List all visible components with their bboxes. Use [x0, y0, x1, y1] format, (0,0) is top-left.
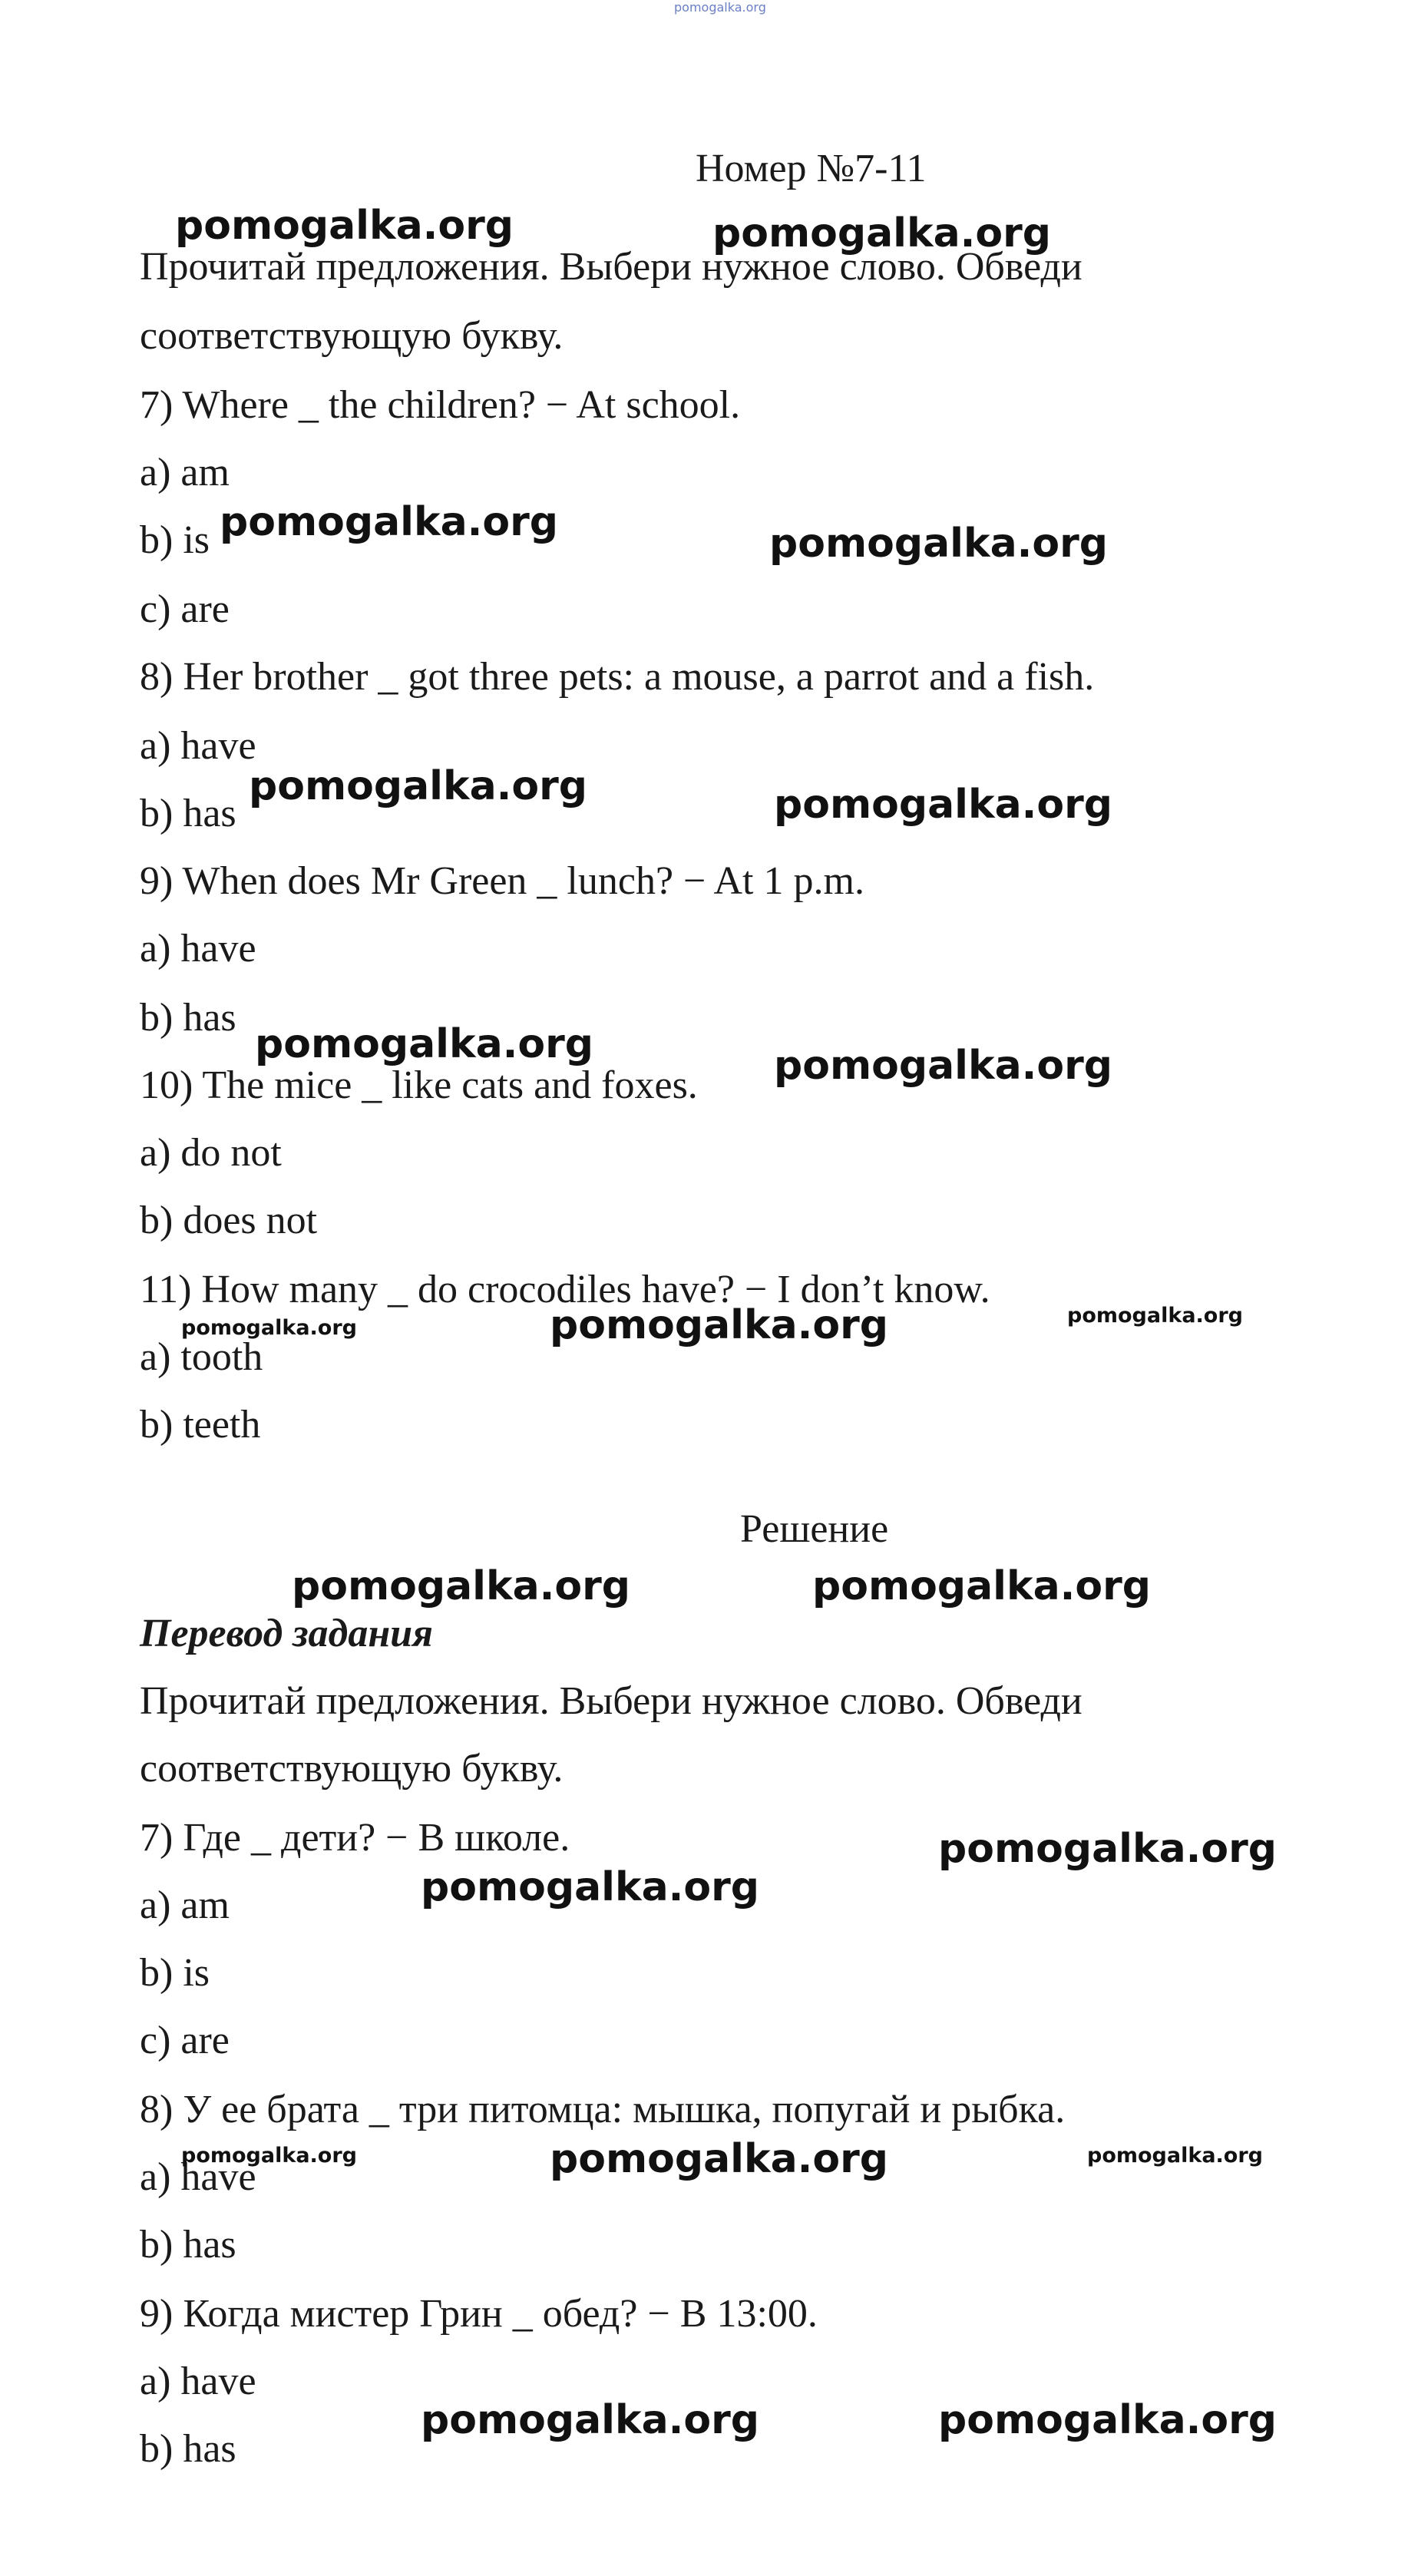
solution-q7-option-b: b) is: [140, 1951, 210, 1995]
task-q9-option-b: b) has: [140, 996, 236, 1040]
solution-title: Решение: [740, 1507, 889, 1551]
watermark: pomogalka.org: [1067, 1304, 1243, 1328]
solution-instruction-line-1: Прочитай предложения. Выбери нужное слово. Обведи: [140, 1679, 1083, 1723]
watermark: pomogalka.org: [181, 1316, 357, 1340]
solution-q8-option-b: b) has: [140, 2223, 236, 2267]
watermark: pomogalka.org: [938, 2397, 1278, 2443]
task-q9-option-a: a) have: [140, 927, 256, 971]
watermark: pomogalka.org: [421, 1864, 760, 1910]
solution-question-8: 8) У ее брата _ три питомца: мышка, попугай и рыбка.: [140, 2088, 1066, 2131]
page-title: Номер №7-11: [696, 147, 927, 190]
watermark: pomogalka.org: [249, 763, 588, 809]
solution-question-9: 9) Когда мистер Грин _ обед? − В 13:00.: [140, 2292, 818, 2336]
watermark: pomogalka.org: [220, 499, 559, 545]
watermark: pomogalka.org: [421, 2397, 760, 2443]
watermark: pomogalka.org: [1087, 2144, 1263, 2168]
task-q10-option-a: a) do not: [140, 1131, 282, 1175]
task-q8-option-b: b) has: [140, 792, 236, 835]
task-question-10: 10) The mice _ like cats and foxes.: [140, 1063, 698, 1107]
solution-q9-option-a: a) have: [140, 2359, 256, 2403]
solution-instruction-line-2: соответствующую букву.: [140, 1747, 564, 1791]
task-question-9: 9) When does Mr Green _ lunch? − At 1 p.m.: [140, 859, 864, 903]
task-question-7: 7) Where _ the children? − At school.: [140, 383, 741, 427]
watermark: pomogalka.org: [175, 203, 514, 249]
task-question-11: 11) How many _ do crocodiles have? − I don’t know.: [140, 1268, 990, 1311]
top-watermark: pomogalka.org: [674, 0, 766, 15]
task-q7-option-c: c) are: [140, 587, 230, 631]
task-instruction-line-1: Прочитай предложения. Выбери нужное слово. Обведи: [140, 245, 1083, 289]
watermark: pomogalka.org: [550, 2136, 889, 2182]
watermark: pomogalka.org: [255, 1021, 594, 1067]
watermark: pomogalka.org: [712, 210, 1052, 256]
task-q7-option-a: a) am: [140, 451, 230, 494]
task-q10-option-b: b) does not: [140, 1199, 318, 1242]
task-q11-option-b: b) teeth: [140, 1403, 261, 1447]
watermark: pomogalka.org: [938, 1826, 1278, 1872]
task-question-8: 8) Her brother _ got three pets: a mouse, a parrot and a fish.: [140, 655, 1095, 699]
watermark: pomogalka.org: [181, 2144, 357, 2168]
translation-heading: Перевод задания: [140, 1612, 433, 1655]
task-q8-option-a: a) have: [140, 724, 256, 768]
solution-question-7: 7) Где _ дети? − В школе.: [140, 1816, 570, 1860]
watermark: pomogalka.org: [812, 1563, 1152, 1609]
task-instruction-line-2: соответствующую букву.: [140, 314, 564, 358]
watermark: pomogalka.org: [550, 1302, 889, 1348]
task-q7-option-b: b) is: [140, 518, 210, 562]
watermark: pomogalka.org: [769, 521, 1109, 567]
watermark: pomogalka.org: [292, 1563, 631, 1609]
watermark: pomogalka.org: [774, 782, 1113, 828]
solution-q8-option-a: a) have: [140, 2155, 256, 2199]
solution-q7-option-a: a) am: [140, 1883, 230, 1927]
solution-q9-option-b: b) has: [140, 2427, 236, 2471]
task-q11-option-a: a) tooth: [140, 1335, 263, 1379]
watermark: pomogalka.org: [774, 1043, 1113, 1089]
solution-q7-option-c: c) are: [140, 2019, 230, 2062]
